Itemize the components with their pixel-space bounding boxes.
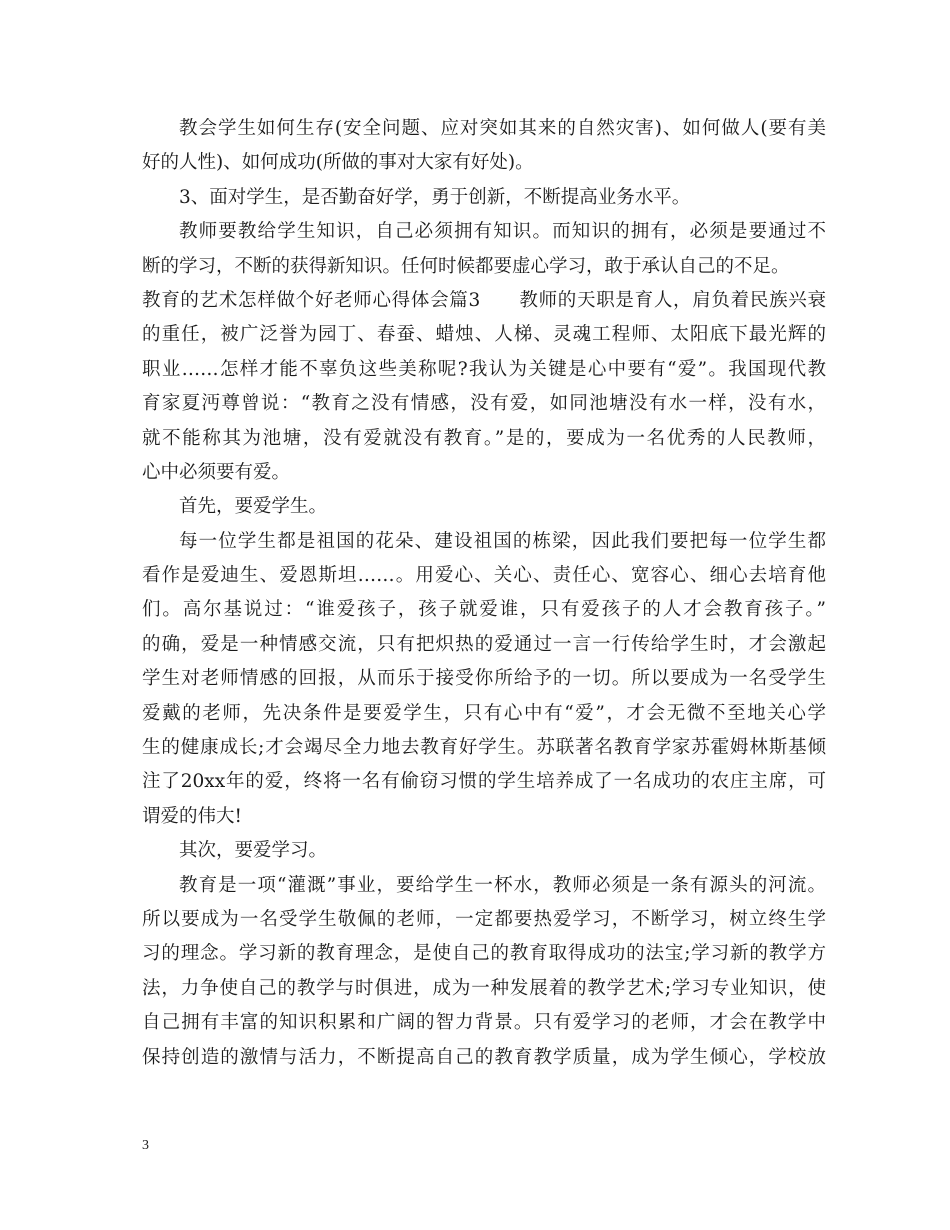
text-line: 就不能称其为池塘，没有爱就没有教育。”是的，要成为一名优秀的人民教师，: [142, 427, 826, 449]
text-line: 法，力争使自己的教学与时俱进，成为一种发展着的教学艺术;学习专业知识，使: [142, 977, 826, 999]
text-line: 心中必须要有爱。: [142, 461, 291, 483]
text-line: 每一位学生都是祖国的花朵、建设祖国的栋梁，因此我们要把每一位学生都: [179, 530, 826, 552]
text-line: 的确，爱是一种情感交流，只有把炽热的爱通过一言一行传给学生时，才会激起: [142, 633, 826, 655]
text-line: 好的人性)、如何成功(所做的事对大家有好处)。: [142, 152, 534, 174]
body-text: [142, 112, 826, 1075]
text-line: 首先，要爱学生。: [179, 496, 328, 518]
text-line: 教育的艺术怎样做个好老师心得体会篇3 教师的天职是育人，肩负着民族兴衰: [142, 289, 826, 311]
text-line: 其次，要爱学习。: [179, 840, 328, 862]
text-line: 看作是爱迪生、爱恩斯坦……。用爱心、关心、责任心、宽容心、细心去培育他: [142, 565, 826, 587]
text-line: 习的理念。学习新的教育理念，是使自己的教育取得成功的法宝;学习新的教学方: [142, 943, 826, 965]
text-line: 教师要教给学生知识，自己必须拥有知识。而知识的拥有，必须是要通过不: [179, 221, 826, 243]
text-line: 谓爱的伟大!: [142, 805, 242, 827]
text-line: 自己拥有丰富的知识积累和广阔的智力背景。只有爱学习的老师，才会在教学中: [142, 1012, 826, 1034]
text-line: 育家夏沔尊曾说：“教育之没有情感，没有爱，如同池塘没有水一样，没有水，: [142, 393, 826, 415]
text-line: 的重任，被广泛誉为园丁、春蚕、蜡烛、人梯、灵魂工程师、太阳底下最光辉的: [142, 324, 826, 346]
text-line: 生的健康成长;才会竭尽全力地去教育好学生。苏联著名教育学家苏霍姆林斯基倾: [142, 737, 826, 759]
text-line: 爱戴的老师，先决条件是要爱学生，只有心中有“爱”，才会无微不至地关心学: [142, 702, 826, 724]
text-line: 所以要成为一名受学生敬佩的老师，一定都要热爱学习，不断学习，树立终生学: [142, 908, 826, 930]
page-number: 3: [142, 1138, 149, 1153]
text-line: 教会学生如何生存(安全问题、应对突如其来的自然灾害)、如何做人(要有美: [179, 118, 826, 139]
text-line: 保持创造的激情与活力，不断提高自己的教育教学质量，成为学生倾心，学校放: [142, 1046, 826, 1068]
text-line: 注了20xx年的爱，终将一名有偷窃习惯的学生培养成了一名成功的农庄主席，可: [142, 771, 826, 793]
text-line: 断的学习，不断的获得新知识。任何时候都要虚心学习，敢于承认自己的不足。: [142, 255, 790, 277]
text-line: 教育是一项“灌溉”事业，要给学生一杯水，教师必须是一条有源头的河流。: [179, 874, 826, 896]
text-line: 学生对老师情感的回报，从而乐于接受你所给予的一切。所以要成为一名受学生: [142, 668, 826, 690]
text-line: 们。高尔基说过：“谁爱孩子，孩子就爱谁，只有爱孩子的人才会教育孩子。”: [142, 599, 826, 621]
text-line: 职业……怎样才能不辜负这些美称呢?我认为关键是心中要有“爱”。我国现代教: [142, 358, 826, 380]
text-line: 3、面对学生，是否勤奋好学，勇于创新，不断提高业务水平。: [179, 186, 691, 208]
